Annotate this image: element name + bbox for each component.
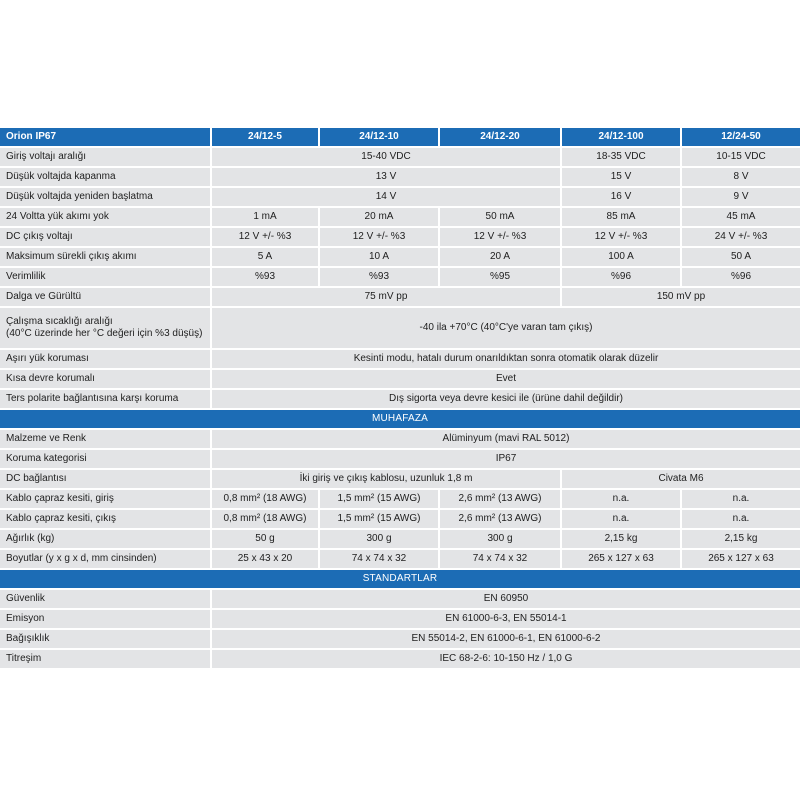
table-cell: %93 <box>212 268 320 288</box>
spec-sheet <box>0 128 800 670</box>
table-cell: 2,15 kg <box>682 530 800 550</box>
table-cell: Dış sigorta veya devre kesici ile (ürüne dahil değildir) <box>212 390 800 410</box>
table-cell: %96 <box>682 268 800 288</box>
table-cell: 150 mV pp <box>562 288 800 308</box>
table-cell: 1,5 mm² (15 AWG) <box>320 490 440 510</box>
table-cell: n.a. <box>682 490 800 510</box>
row-label: Verimlilik <box>0 268 212 288</box>
spec-table <box>0 128 800 670</box>
row-label: DC çıkış voltajı <box>0 228 212 248</box>
table-cell: %93 <box>320 268 440 288</box>
table-cell: 12 V +/- %3 <box>320 228 440 248</box>
table-cell: IEC 68-2-6: 10-150 Hz / 1,0 G <box>212 650 800 670</box>
table-row <box>0 228 800 248</box>
model-header: 24/12-10 <box>320 128 440 148</box>
table-cell: 1,5 mm² (15 AWG) <box>320 510 440 530</box>
table-row <box>0 390 800 410</box>
row-label: Maksimum sürekli çıkış akımı <box>0 248 212 268</box>
table-row <box>0 188 800 208</box>
table-cell: 10 A <box>320 248 440 268</box>
table-cell: 100 A <box>562 248 682 268</box>
table-cell: 75 mV pp <box>212 288 562 308</box>
table-row <box>0 490 800 510</box>
table-cell: Alüminyum (mavi RAL 5012) <box>212 430 800 450</box>
row-label: Giriş voltajı aralığı <box>0 148 212 168</box>
row-label: Aşırı yük koruması <box>0 350 212 370</box>
table-row <box>0 248 800 268</box>
row-label: Ağırlık (kg) <box>0 530 212 550</box>
table-cell: 24 V +/- %3 <box>682 228 800 248</box>
table-row <box>0 470 800 490</box>
table-cell: 1 mA <box>212 208 320 228</box>
table-row <box>0 590 800 610</box>
table-row <box>0 308 800 350</box>
table-cell: n.a. <box>682 510 800 530</box>
row-label: Dalga ve Gürültü <box>0 288 212 308</box>
section-header-housing: MUHAFAZA <box>0 410 800 430</box>
table-cell: 25 x 43 x 20 <box>212 550 320 570</box>
table-cell: 12 V +/- %3 <box>562 228 682 248</box>
section-header-row <box>0 410 800 430</box>
table-cell: Kesinti modu, hatalı durum onarıldıktan sonra otomatik olarak düzelir <box>212 350 800 370</box>
table-cell: 15-40 VDC <box>212 148 562 168</box>
table-cell: 50 mA <box>440 208 562 228</box>
row-label: Malzeme ve Renk <box>0 430 212 450</box>
table-cell: EN 55014-2, EN 61000-6-1, EN 61000-6-2 <box>212 630 800 650</box>
table-row <box>0 148 800 168</box>
row-label: Emisyon <box>0 610 212 630</box>
table-cell: 50 A <box>682 248 800 268</box>
table-cell: 265 x 127 x 63 <box>682 550 800 570</box>
row-label: Bağışıklık <box>0 630 212 650</box>
table-cell: 18-35 VDC <box>562 148 682 168</box>
table-row <box>0 530 800 550</box>
table-cell: %96 <box>562 268 682 288</box>
table-cell: %95 <box>440 268 562 288</box>
table-cell: 13 V <box>212 168 562 188</box>
table-cell: 10-15 VDC <box>682 148 800 168</box>
table-cell: EN 60950 <box>212 590 800 610</box>
table-cell: 5 A <box>212 248 320 268</box>
table-cell: 300 g <box>440 530 562 550</box>
row-label: Düşük voltajda yeniden başlatma <box>0 188 212 208</box>
table-row <box>0 550 800 570</box>
table-row <box>0 288 800 308</box>
section-header-standards: STANDARTLAR <box>0 570 800 590</box>
table-cell: 0,8 mm² (18 AWG) <box>212 490 320 510</box>
table-row <box>0 650 800 670</box>
table-row <box>0 450 800 470</box>
table-cell: n.a. <box>562 510 682 530</box>
row-label: Kısa devre korumalı <box>0 370 212 390</box>
table-cell: 12 V +/- %3 <box>440 228 562 248</box>
model-header: 24/12-5 <box>212 128 320 148</box>
table-cell: 20 mA <box>320 208 440 228</box>
row-label: Ters polarite bağlantısına karşı koruma <box>0 390 212 410</box>
table-cell: 74 x 74 x 32 <box>320 550 440 570</box>
table-cell: Evet <box>212 370 800 390</box>
table-cell: 74 x 74 x 32 <box>440 550 562 570</box>
table-cell: 9 V <box>682 188 800 208</box>
table-row <box>0 370 800 390</box>
table-cell: IP67 <box>212 450 800 470</box>
table-row <box>0 510 800 530</box>
row-label: Boyutlar (y x g x d, mm cinsinden) <box>0 550 212 570</box>
table-row <box>0 630 800 650</box>
table-row <box>0 350 800 370</box>
row-label: Titreşim <box>0 650 212 670</box>
row-label: Koruma kategorisi <box>0 450 212 470</box>
row-label: 24 Voltta yük akımı yok <box>0 208 212 228</box>
table-cell: 15 V <box>562 168 682 188</box>
row-label: Güvenlik <box>0 590 212 610</box>
table-cell: 85 mA <box>562 208 682 228</box>
table-cell: -40 ila +70°C (40°C'ye varan tam çıkış) <box>212 308 800 350</box>
table-row <box>0 268 800 288</box>
table-cell: İki giriş ve çıkış kablosu, uzunluk 1,8 m <box>212 470 562 490</box>
section-header-row <box>0 570 800 590</box>
table-cell: 20 A <box>440 248 562 268</box>
row-label: Kablo çapraz kesiti, giriş <box>0 490 212 510</box>
table-cell: 8 V <box>682 168 800 188</box>
table-cell: 265 x 127 x 63 <box>562 550 682 570</box>
table-header-row <box>0 128 800 148</box>
table-row <box>0 168 800 188</box>
row-label: Düşük voltajda kapanma <box>0 168 212 188</box>
table-cell: EN 61000-6-3, EN 55014-1 <box>212 610 800 630</box>
table-cell: 300 g <box>320 530 440 550</box>
table-cell: 45 mA <box>682 208 800 228</box>
row-label-main: Çalışma sıcaklığı aralığı <box>6 316 113 327</box>
table-cell: Civata M6 <box>562 470 800 490</box>
table-cell: 16 V <box>562 188 682 208</box>
table-row <box>0 610 800 630</box>
table-row <box>0 430 800 450</box>
table-cell: 14 V <box>212 188 562 208</box>
row-label <box>0 308 212 350</box>
table-cell: 0,8 mm² (18 AWG) <box>212 510 320 530</box>
table-row <box>0 208 800 228</box>
table-cell: n.a. <box>562 490 682 510</box>
row-label: DC bağlantısı <box>0 470 212 490</box>
row-label-note: (40°C üzerinde her °C değeri için %3 düşüş) <box>6 328 203 339</box>
row-label: Kablo çapraz kesiti, çıkış <box>0 510 212 530</box>
model-header: 12/24-50 <box>682 128 800 148</box>
model-header: 24/12-20 <box>440 128 562 148</box>
table-cell: 50 g <box>212 530 320 550</box>
model-header: 24/12-100 <box>562 128 682 148</box>
table-cell: 2,6 mm² (13 AWG) <box>440 510 562 530</box>
table-cell: 12 V +/- %3 <box>212 228 320 248</box>
product-title: Orion IP67 <box>0 128 212 148</box>
table-cell: 2,6 mm² (13 AWG) <box>440 490 562 510</box>
table-cell: 2,15 kg <box>562 530 682 550</box>
